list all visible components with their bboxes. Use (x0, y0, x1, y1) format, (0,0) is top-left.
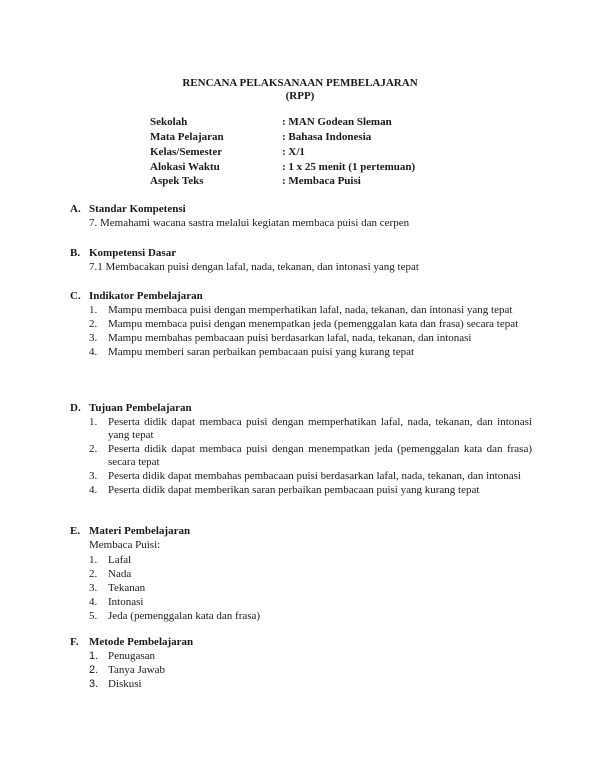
list-text: Diskusi (108, 678, 142, 690)
section-indikator-pembelajaran (70, 290, 532, 359)
list-number: 3. (89, 678, 99, 690)
list-item (89, 582, 532, 595)
list-item (89, 443, 532, 469)
list-text: Tanya Jawab (108, 664, 165, 676)
list-text: Peserta didik dapat membahas pembacaan puisi berdasarkan lafal, nada, tekanan, dan intonasi (108, 470, 521, 482)
section-heading (70, 525, 532, 539)
section-heading (70, 402, 532, 416)
list-item (89, 470, 532, 483)
section-title: Kompetensi Dasar (89, 247, 177, 259)
section-text: 7. Memahami wacana sastra melalui kegiatan membaca puisi dan cerpen (89, 217, 410, 229)
info-label: Kelas/Semester (150, 146, 223, 158)
section-body (89, 217, 532, 230)
section-body (89, 539, 532, 623)
list-text: Mampu memberi saran perbaikan pembacaan puisi yang kurang tepat (108, 346, 415, 358)
list-text: Intonasi (108, 596, 144, 608)
section-heading (70, 636, 532, 650)
list-text: Lafal (108, 554, 132, 566)
section-letter: D. (70, 402, 81, 414)
section-heading (70, 247, 532, 261)
info-label: Alokasi Waktu (150, 161, 220, 173)
info-value: : 1 x 25 menit (1 pertemuan) (282, 161, 416, 173)
info-label: Mata Pelajaran (150, 131, 224, 143)
list-item (89, 568, 532, 581)
list-number: 1. (89, 650, 99, 662)
section-title: Tujuan Pembelajaran (89, 402, 192, 414)
list-number: 2. (89, 664, 99, 676)
list-item (89, 596, 532, 609)
list-item (89, 346, 532, 359)
list-text: Mampu membahas pembacaan puisi berdasarkan lafal, nada, tekanan, dan intonasi (108, 332, 472, 344)
section-letter: C. (70, 290, 81, 302)
list-item (89, 554, 532, 567)
section-letter: A. (70, 203, 81, 215)
info-value: : MAN Godean Sleman (282, 116, 392, 128)
list-number: 4. (89, 484, 98, 496)
list-number: 2. (89, 318, 98, 330)
list-item (89, 610, 532, 623)
section-standar-kompetensi (70, 203, 532, 230)
list-text: Peserta didik dapat membaca puisi dengan memperhatikan lafal, nada, tekanan, dan intonasi yang tepat (108, 416, 532, 441)
list-number: 4. (89, 346, 98, 358)
list-number: 3. (89, 470, 98, 482)
section-title: Standar Kompetensi (89, 203, 186, 215)
list-number: 1. (89, 554, 98, 566)
list-item (89, 664, 532, 677)
list-text: Penugasan (108, 650, 156, 662)
section-text: 7.1 Membacakan puisi dengan lafal, nada, tekanan, dan intonasi yang tepat (89, 261, 419, 273)
list-text: Peserta didik dapat membaca puisi dengan menempatkan jeda (pemenggalan kata dan frasa) secara tepat (108, 443, 532, 468)
list-number: 2. (89, 568, 98, 580)
page-title: RENCANA PELAKSANAAN PEMBELAJARAN (182, 77, 418, 89)
list-item (89, 416, 532, 442)
list-number: 1. (89, 304, 98, 316)
section-body (89, 416, 532, 497)
section-heading (70, 203, 532, 217)
section-materi-pembelajaran (70, 525, 532, 623)
section-metode-pembelajaran (70, 636, 532, 691)
info-value: : X/1 (282, 146, 305, 158)
list-text: Mampu membaca puisi dengan memperhatikan lafal, nada, tekanan, dan intonasi yang tepat (108, 304, 513, 316)
section-body (89, 304, 532, 359)
section-tujuan-pembelajaran (70, 402, 532, 497)
section-kompetensi-dasar (70, 247, 532, 274)
info-label: Aspek Teks (150, 175, 204, 187)
section-heading (70, 290, 532, 304)
list-number: 1. (89, 416, 98, 428)
list-item (89, 484, 532, 497)
section-letter: E. (70, 525, 81, 537)
section-title: Metode Pembelajaran (89, 636, 194, 648)
list-text: Peserta didik dapat memberikan saran perbaikan pembacaan puisi yang kurang tepat (108, 484, 480, 496)
info-value: : Membaca Puisi (282, 175, 361, 187)
section-title: Materi Pembelajaran (89, 525, 191, 537)
list-text: Tekanan (108, 582, 146, 594)
list-text: Mampu membaca puisi dengan menempatkan jeda (pemenggalan kata dan frasa) secara tepat (108, 318, 519, 330)
list-number: 2. (89, 443, 98, 455)
list-item (89, 678, 532, 691)
list-number: 3. (89, 582, 98, 594)
info-label: Sekolah (150, 116, 188, 128)
list-number: 3. (89, 332, 98, 344)
section-body (89, 261, 532, 274)
section-letter: B. (70, 247, 81, 259)
list-item (89, 318, 532, 331)
list-item (89, 304, 532, 317)
page-subtitle: (RPP) (285, 90, 315, 102)
section-title: Indikator Pembelajaran (89, 290, 203, 302)
list-item (89, 650, 532, 663)
info-value: : Bahasa Indonesia (282, 131, 372, 143)
section-letter: F. (70, 636, 79, 648)
list-number: 5. (89, 610, 98, 622)
list-text: Nada (108, 568, 132, 580)
list-item (89, 332, 532, 345)
list-number: 4. (89, 596, 98, 608)
list-text: Jeda (pemenggalan kata dan frasa) (108, 610, 261, 622)
section-intro: Membaca Puisi: (89, 539, 161, 551)
section-body (89, 650, 532, 691)
